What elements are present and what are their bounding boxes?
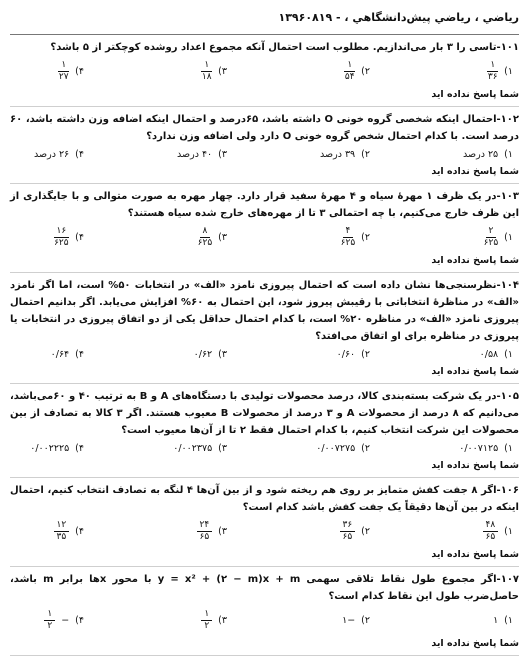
option-number: ۴) [75, 526, 84, 537]
fraction-numerator: ۱۲ [54, 520, 70, 532]
fraction [58, 60, 69, 83]
fraction [54, 226, 70, 249]
no-answer-notice: شما پاسخ نداده ايد [431, 549, 519, 560]
fraction [483, 520, 499, 543]
fraction-denominator: ۶۵ [199, 532, 210, 542]
fraction-denominator: ۶۲۵ [483, 238, 499, 248]
answer-option[interactable] [157, 443, 227, 454]
option-number: ۴) [75, 349, 84, 360]
option-number: ۲) [361, 66, 370, 77]
fraction-denominator: ۱۸ [201, 72, 212, 82]
option-value: ۰/۶۰ [336, 349, 356, 360]
fraction-numerator: ۱ [58, 60, 69, 72]
option-value: ۳۹ درصد [320, 149, 356, 160]
question-text: ۱۰۲-احتمال اینکه شخصی گروه خونی O داشته باشد، ۶۵درصد و احتمال اینکه اضافه وزن داشته باشد، ۶۰ درصد است. با کدام احتمال شخص گروه خونی O دارد ولی اضافه وزن ندارد؟ [10, 114, 519, 142]
fraction-numerator: ۴ [343, 226, 354, 238]
option-number: ۲) [361, 149, 370, 160]
option-number: ۱) [504, 66, 513, 77]
option-number: ۲) [361, 615, 370, 626]
question-text: ۱۰۶-اگر ۸ جفت کفش متمایز بر روی هم ریخته شود و از بین آن‌ها ۴ لنگه به تصادف انتخاب کنیم، احتمال اینکه در بین آن‌ها دقیقاً یک جفت کفش باشد کدام است؟ [10, 485, 519, 513]
answer-options [10, 149, 519, 160]
option-number: ۳) [218, 349, 227, 360]
option-value: ۲۶ درصد [34, 149, 70, 160]
answer-options [10, 349, 519, 360]
page-header [10, 0, 519, 28]
fraction-numerator: ۴۸ [483, 520, 499, 532]
option-number: ۴) [75, 232, 84, 243]
question-text: ۱۰۷-اگر مجموع طول نقاط تلاقی سهمی y = x² + (۲ − m)x + m با محور xها برابر m باشد، حاصل‌ضرب طول این نقاط کدام است؟ [10, 574, 520, 602]
answer-option[interactable] [300, 520, 370, 543]
option-number: ۳) [218, 615, 227, 626]
fraction-denominator: ۶۵ [485, 532, 496, 542]
option-number: ۳) [218, 149, 227, 160]
answer-option[interactable] [443, 615, 513, 626]
question-divider [10, 566, 519, 567]
answer-option[interactable] [443, 349, 513, 360]
option-number: ۱) [504, 443, 513, 454]
fraction [344, 60, 355, 83]
answer-option[interactable] [157, 60, 227, 83]
option-value: ۰/۶۴ [50, 349, 70, 360]
answer-option[interactable] [300, 615, 370, 626]
fraction [484, 226, 499, 249]
question-divider [10, 183, 519, 184]
answer-options [10, 60, 519, 83]
option-number: ۲) [361, 443, 370, 454]
answer-option[interactable] [443, 226, 513, 249]
fraction-denominator: ۲۷ [58, 72, 69, 82]
fraction-denominator: ۳۶ [487, 72, 498, 82]
question-text: ۱۰۱-تاسی را ۳ بار می‌اندازیم. مطلوب است احتمال آنکه مجموع اعداد روشده کوچکتر از ۵ باشد؟ [50, 42, 519, 53]
question-divider [10, 106, 519, 107]
question-divider [10, 477, 519, 478]
no-answer-notice: شما پاسخ نداده ايد [431, 89, 519, 100]
answer-option[interactable] [14, 609, 84, 632]
no-answer-notice: شما پاسخ نداده ايد [431, 460, 519, 471]
option-number: ۱) [504, 149, 513, 160]
option-number: ۲) [361, 349, 370, 360]
fraction [44, 609, 55, 632]
fraction [341, 226, 356, 249]
fraction [340, 520, 356, 543]
option-value: ۰/۶۲ [193, 349, 213, 360]
question-text: ۱۰۵-در یک شرکت بسته‌بندی کالا، درصد محصولات تولیدی با دستگاه‌های A و B به ترتیب ۴۰ و ۶۰می‌باشد، می‌دانیم که ۸ درصد از محصولات A و ۳ درصد از محصولات B معیوب هستند. اگر ۳ کالا به تصادف از بین محصولات این شرکت انتخاب کنیم، با کدام احتمال فقط ۲ تا از آن‌ها معیوب است؟ [10, 391, 519, 436]
answer-option[interactable] [14, 60, 84, 83]
option-value: ۰/۰۰۷۲۷۵ [316, 443, 356, 454]
fraction-denominator: ۶۵ [342, 532, 353, 542]
fraction-numerator: ۲ [486, 226, 497, 238]
answer-option[interactable] [300, 60, 370, 83]
no-answer-notice: شما پاسخ نداده ايد [431, 166, 519, 177]
fraction-numerator: ۱ [344, 60, 355, 72]
option-value: ۱ [493, 615, 499, 626]
answer-option[interactable] [14, 520, 84, 543]
question-divider [10, 272, 519, 273]
option-value: ۰/۰۰۲۳۷۵ [173, 443, 213, 454]
question-block [10, 39, 519, 107]
fraction [201, 60, 212, 83]
answer-option[interactable] [157, 520, 227, 543]
fraction-numerator: ۱ [201, 60, 212, 72]
fraction-denominator: ۶۲۵ [340, 238, 356, 248]
option-value: ۰/۰۰۷۱۲۵ [459, 443, 499, 454]
answer-option[interactable] [14, 149, 84, 160]
option-number: ۲) [361, 526, 370, 537]
fraction-numerator: ۱ [487, 60, 498, 72]
answer-option[interactable] [14, 349, 84, 360]
no-answer-notice: شما پاسخ نداده ايد [431, 255, 519, 266]
answer-option[interactable] [443, 520, 513, 543]
no-answer-notice: شما پاسخ نداده ايد [431, 366, 519, 377]
fraction-numerator: ۱ [44, 609, 55, 621]
answer-option[interactable] [157, 349, 227, 360]
option-value: ۰/۵۸ [479, 349, 499, 360]
fraction [201, 609, 212, 632]
answer-options [10, 609, 519, 632]
fraction-numerator: ۱ [201, 609, 212, 621]
fraction-denominator: ۶۲۵ [197, 238, 213, 248]
header-divider [10, 34, 519, 35]
fraction-denominator: ۶۲۵ [54, 238, 69, 248]
fraction-numerator: ۱۶ [54, 226, 70, 238]
option-number: ۳) [218, 232, 227, 243]
option-number: ۱) [504, 615, 513, 626]
minus-sign: − [61, 615, 70, 626]
answer-option[interactable] [443, 443, 513, 454]
answer-option[interactable] [157, 226, 227, 249]
fraction [487, 60, 498, 83]
page-title: رياضي ، رياضي پيش‌دانشگاهي ، - ۱۳۹۶۰۸۱۹ [278, 10, 519, 24]
option-value: −۱ [342, 615, 356, 626]
answer-options [10, 226, 519, 249]
option-value: ۲۵ درصد [463, 149, 499, 160]
question-block [10, 277, 519, 384]
fraction-numerator: ۲۴ [197, 520, 213, 532]
option-number: ۲) [361, 232, 370, 243]
fraction-numerator: ۳۶ [340, 520, 356, 532]
fraction-denominator: ۲ [204, 621, 210, 631]
answer-option[interactable] [300, 443, 370, 454]
option-number: ۱) [504, 232, 513, 243]
answer-option[interactable] [300, 149, 370, 160]
fraction [198, 226, 213, 249]
option-number: ۱) [504, 526, 513, 537]
answer-options [10, 520, 519, 543]
question-divider [10, 383, 519, 384]
option-value: ۴۰ درصد [177, 149, 213, 160]
option-value: ۰/۰۰۲۲۲۵ [30, 443, 70, 454]
fraction-denominator: ۲ [47, 621, 53, 631]
no-answer-notice: شما پاسخ نداده ايد [431, 638, 519, 649]
option-number: ۴) [75, 443, 84, 454]
question-text: ۱۰۴-نظرسنجی‌ها نشان داده است که احتمال پیروزی نامزد «الف» در انتخابات ۵۰% است، اما اگر نامزد «الف» در مناظرهٔ انتخاباتی با رقیبش پیروز شود، این احتمال به ۶۰% افزایش می‌یابد. اگر بدانیم احتمال پیروزی نامزد «الف» در مناظره ۲۰% است، با کدام احتمال حداقل یکی از دو اتفاق پیروزی در انتخابات یا پیروزی در مناظره برای او اتفاق می‌افتد؟ [10, 280, 520, 342]
answer-option[interactable] [443, 60, 513, 83]
option-number: ۳) [218, 526, 227, 537]
option-number: ۴) [75, 615, 84, 626]
option-number: ۴) [75, 66, 84, 77]
answer-option[interactable] [300, 349, 370, 360]
question-list [10, 39, 519, 656]
fraction-numerator: ۸ [200, 226, 211, 238]
question-block [10, 388, 519, 478]
option-number: ۳) [218, 66, 227, 77]
answer-option[interactable] [443, 149, 513, 160]
answer-option[interactable] [14, 226, 84, 249]
option-number: ۳) [218, 443, 227, 454]
question-block [10, 188, 519, 273]
fraction [54, 520, 70, 543]
answer-option[interactable] [157, 149, 227, 160]
option-number: ۱) [504, 349, 513, 360]
answer-option[interactable] [300, 226, 370, 249]
question-text: ۱۰۳-در یک ظرف ۱ مهرهٔ سیاه و ۴ مهرهٔ سفید قرار دارد. چهار مهره به صورت متوالی و با جایگذاری از این ظرف خارج می‌کنیم، با چه احتمالی ۳ تا از مهره‌های خارج شده سیاه هستند؟ [10, 191, 519, 219]
fraction [197, 520, 213, 543]
fraction-denominator: ۳۵ [56, 532, 67, 542]
option-number: ۴) [75, 149, 84, 160]
answer-option[interactable] [157, 609, 227, 632]
question-block [10, 571, 519, 656]
answer-options [10, 443, 519, 454]
question-block [10, 111, 519, 184]
fraction-denominator: ۵۴ [344, 72, 355, 82]
answer-option[interactable] [14, 443, 84, 454]
question-block [10, 482, 519, 567]
